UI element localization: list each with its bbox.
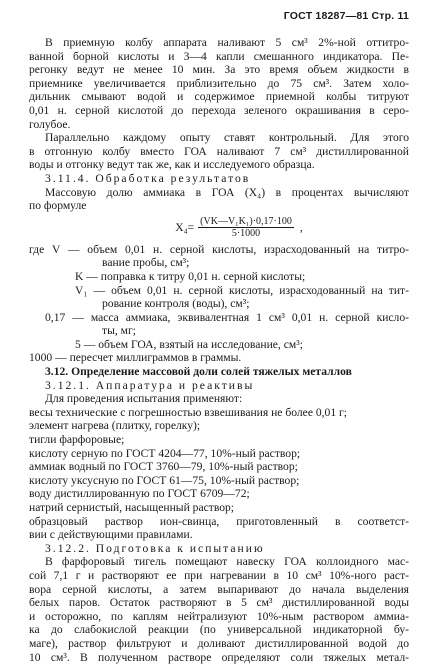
page-body <box>29 36 409 664</box>
text-line: вание пробы, см³; <box>102 256 190 270</box>
text-line: образцовый раствор ион-свинца, приготовленный в соответст- <box>29 514 409 528</box>
text-line: ванной борной кислоты и 3—4 капли смешанного индикатора. Пе- <box>29 49 409 63</box>
formula-tail: , <box>299 220 303 234</box>
text-line: В приемную колбу аппарата наливают 5 см³ 2%-ной оттитро- <box>45 36 409 49</box>
formula-numerator: (VK—V₁K₁)·0,17·100 <box>200 216 292 228</box>
text-line: K — поправка к титру 0,01 н. серной кислоты; <box>75 269 306 283</box>
text-line: натрий сернистый, насыщенный раствор; <box>29 501 235 514</box>
text-line: регонку ведут не менее 10 мин. За это время объем жидкости в <box>29 63 409 77</box>
text-line: ка до слабокислой реакции (по универсальной индикаторной бу- <box>29 623 409 637</box>
text-line: кислоту уксусную по ГОСТ 61—75, 10%-ный раствор; <box>29 473 300 487</box>
text-line: Массовую долю аммиака в ГОА (X₄) в процентах вычисляют <box>45 185 409 199</box>
section-heading: 3.12.1. Аппаратура и реактивы <box>45 378 255 392</box>
text-line: приемнике увеличивается приблизительно до 75 см³. Затем холо- <box>29 76 409 90</box>
text-line: весы технические с погрешностью взвешивания не более 0,01 г; <box>29 405 348 419</box>
text-line: воды и отгонку ведут так же, как и исследуемого образца. <box>29 158 315 172</box>
text-line: вора серной кислоты, а затем выпаривают до начала выделения <box>29 582 409 596</box>
text-line: тигли фарфоровые; <box>29 433 125 447</box>
formula-fraction <box>198 216 294 239</box>
text-line: 10 см³. В полученном растворе определяют соли тяжелых метал- <box>29 650 409 664</box>
text-line: 5 — объем ГОА, взятый на исследование, см³; <box>75 337 303 351</box>
section-heading: 3.11.4. Обработка результатов <box>45 171 251 185</box>
text-line: воду дистиллированную по ГОСТ 6709—72; <box>29 487 250 501</box>
text-line: в отгонную колбу вместо ГОА наливают 7 см³ дистиллированной <box>29 144 409 158</box>
formula-lhs: X₄= <box>175 220 195 234</box>
text-line: Параллельно каждому опыту ставят контрольный. Для этого <box>45 131 409 145</box>
text-line: дильник смывают водой и содержимое приемной колбы титруют <box>29 90 409 104</box>
text-line: 0,17 — масса аммиака, эквивалентная 1 см³ 0,01 н. серной кисло- <box>45 310 409 324</box>
text-line: аммиак водный по ГОСТ 3760—79, 10%-ный раствор; <box>29 460 298 474</box>
text-line: В фарфоровый тигель помещают навеску ГОА коллоидного мас- <box>45 555 409 569</box>
formula-denominator: 5·1000 <box>231 228 261 240</box>
text-line: по формуле <box>29 199 87 213</box>
text-line: белых паров. Остаток растворяют в 5 см³ дистиллированной воды <box>29 596 409 610</box>
text-line: 1000 — пересчет миллиграммов в граммы. <box>29 351 242 365</box>
formula <box>69 213 409 243</box>
text-line: ты, мг; <box>102 324 136 338</box>
text-line: сой 7,1 г и растворяют ее при нагревании в 10 см³ 10%-ного раст- <box>29 568 409 582</box>
text-line: и осторожно, по каплям нейтрализуют 10%-ным раствором аммиа- <box>29 609 409 623</box>
text-line: кислоту серную по ГОСТ 4204—77, 10%-ный раствор; <box>29 446 301 460</box>
page-header: ГОСТ 18287—81 Стр. 11 <box>283 10 409 22</box>
section-heading: 3.12. Определение массовой доли солей тяжелых металлов <box>45 365 352 379</box>
text-line: V₁ — объем 0,01 н. серной кислоты, израсходованный на тит- <box>75 283 409 297</box>
text-line: элемент нагрева (плитку, горелку); <box>29 419 201 433</box>
text-line: рование контроля (воды), см³; <box>102 297 250 311</box>
text-line: 0,01 н. серной кислотой до перехода зеленого окрашивания в серо- <box>29 103 409 117</box>
text-line: маге), раствор фильтруют и доливают дистиллированной водой до <box>29 636 409 650</box>
text-line: голубое. <box>29 117 71 131</box>
text-line: где V — объем 0,01 н. серной кислоты, израсходованный на титро- <box>29 242 409 256</box>
section-heading: 3.12.2. Подготовка к испытанию <box>45 541 265 555</box>
text-line: Для проведения испытания применяют: <box>45 392 243 406</box>
text-line: вии с действующими правилами. <box>29 528 193 542</box>
